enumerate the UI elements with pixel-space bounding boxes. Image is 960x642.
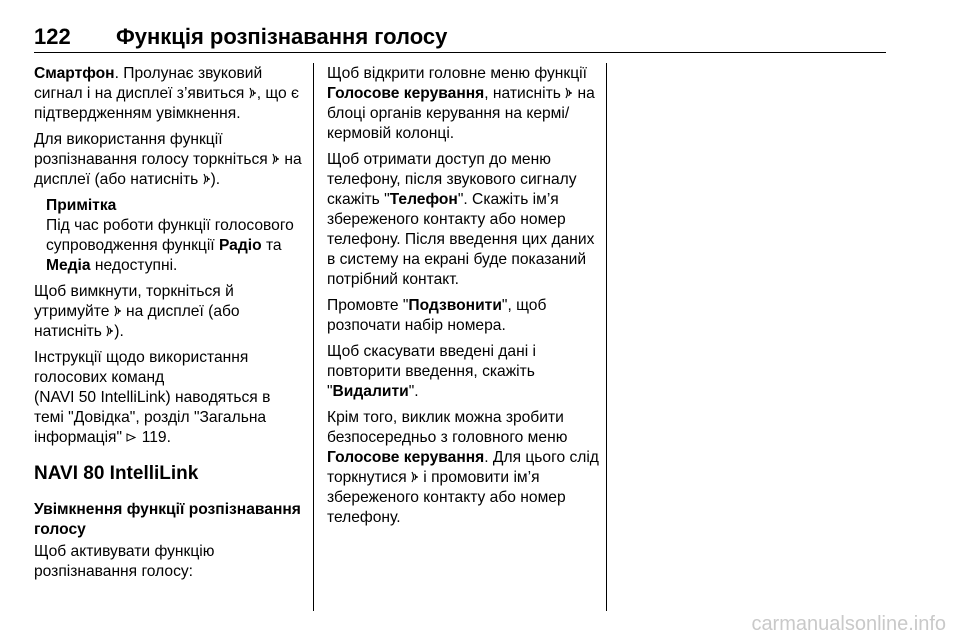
paragraph-phone-menu: [327, 150, 599, 290]
text: ". Скажіть ім’я збереженого контакту або номер телефону. Після введення цих даних в систему на екрані буде показаний потрібний контакт.: [327, 191, 595, 288]
text: Щоб отримати доступ до меню телефону, після звукового сигналу скажіть ": [327, 151, 577, 208]
text: на дисплеї (або натисніть: [34, 151, 302, 188]
paragraph-activate: Щоб активувати функцію розпізнавання голосу:: [34, 543, 215, 580]
voice-control-icon: [203, 172, 211, 186]
text: . Для цього слід торкнутися: [327, 449, 599, 486]
voice-control-icon: [565, 86, 573, 100]
page-number: 122: [34, 24, 71, 49]
term-voice-control: Голосове керування: [327, 85, 485, 102]
text: та: [261, 237, 282, 254]
page-reference[interactable]: 119.: [141, 429, 171, 446]
text: Щоб вимкнути, торкніться й утримуйте: [34, 283, 234, 320]
voice-control-icon: [272, 152, 280, 166]
text: Для використання функції розпізнавання голосу торкніться: [34, 131, 273, 168]
page-title: Функція розпізнавання голосу: [116, 24, 448, 49]
term-call: Подзвонити: [408, 297, 502, 314]
term-delete: Видалити: [332, 383, 409, 400]
column-divider-right: [606, 63, 607, 611]
paragraph-smartphone: [34, 64, 304, 124]
text: на блоці органів керування на кермі/кермовій колонці.: [327, 85, 595, 142]
term-media: Медіа: [46, 257, 91, 274]
column-divider-left: [313, 63, 314, 611]
text: Під час роботи функції голосового супроводження функції: [46, 217, 294, 254]
text: , що є підтвердженням увімкнення.: [34, 85, 299, 122]
text: і промовити ім’я збереженого контакту або номер телефону.: [327, 469, 566, 526]
page-ref-arrow-icon: [126, 432, 137, 443]
middle-column: [327, 64, 599, 534]
paragraph-disable: [34, 282, 304, 342]
text: ", щоб розпочати набір номера.: [327, 297, 547, 334]
text: (NAVI 50 IntelliLink) наводяться в темі "Довідка", розділ "Загальна інформація": [34, 389, 271, 446]
watermark: carmanualsonline.info: [751, 613, 946, 635]
text: , натисніть: [484, 85, 566, 102]
paragraph-instructions: [34, 348, 304, 448]
note-title: Примітка: [46, 197, 117, 214]
paragraph-direct-call: [327, 408, 599, 528]
paragraph-cancel: [327, 342, 599, 402]
page-header: [34, 22, 886, 52]
voice-control-icon: [249, 86, 257, 100]
text: ).: [210, 171, 221, 188]
left-column: [34, 64, 304, 588]
voice-control-icon: [114, 304, 122, 318]
paragraph-open-menu: [327, 64, 599, 144]
text: ).: [114, 323, 124, 340]
voice-control-icon: [411, 470, 419, 484]
header-rule: [34, 52, 886, 53]
text: ".: [408, 383, 419, 400]
note-box: [46, 196, 304, 276]
paragraph-usage: [34, 130, 304, 190]
paragraph-call: [327, 296, 599, 336]
text: Крім того, виклик можна зробити безпосередньо з головного меню: [327, 409, 568, 446]
text: на дисплеї (або натисніть: [34, 303, 240, 340]
text: Щоб відкрити головне меню функції: [327, 65, 587, 82]
text: Промовте ": [327, 297, 409, 314]
term-smartphone: Смартфон: [34, 65, 115, 82]
text: недоступні.: [90, 257, 178, 274]
note-text: [46, 216, 304, 276]
text: Інструкції щодо використання голосових команд: [34, 349, 249, 386]
text: Щоб скасувати введені дані і повторити введення, скажіть ": [327, 343, 536, 400]
term-voice-control: Голосове керування: [327, 449, 485, 466]
subsection-heading: Увімкнення функції розпізнавання голосу: [34, 501, 301, 538]
section-heading: NAVI 80 IntelliLink: [34, 463, 199, 484]
text: . Пролунає звуковий сигнал і на дисплеї з’явиться: [34, 65, 263, 102]
term-radio: Радіо: [218, 237, 262, 254]
term-phone: Телефон: [389, 191, 458, 208]
